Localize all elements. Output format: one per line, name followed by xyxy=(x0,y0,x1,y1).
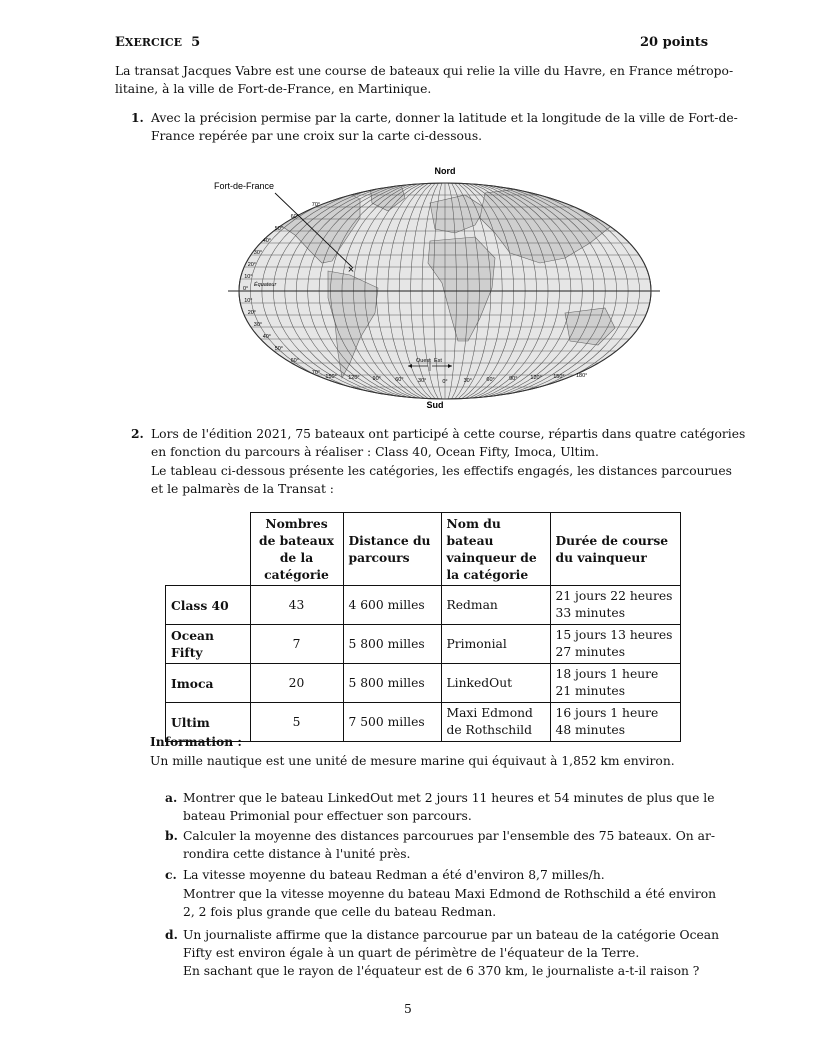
map-north-label: Nord xyxy=(434,166,456,176)
subq-b-line-2: rondira cette distance à l'unité près. xyxy=(183,847,411,861)
row-count: 5 xyxy=(250,703,343,742)
row-distance: 7 500 milles xyxy=(343,703,441,742)
subq-c-line-1: La vitesse moyenne du bateau Redman a été d'environ 8,7 milles/h. xyxy=(183,868,605,882)
row-duration: 21 jours 22 heures 33 minutes xyxy=(550,586,680,625)
exercise-number: 5 xyxy=(191,35,201,50)
latitude-label: 20° xyxy=(247,310,257,316)
col-header-distance: Distance du parcours xyxy=(343,513,441,586)
q1-number: 1. xyxy=(131,110,144,125)
map-west-label: Ouest xyxy=(416,358,431,364)
table-header-row xyxy=(166,513,681,586)
longitude-label: 120° xyxy=(530,375,542,382)
exercise-prefix: E xyxy=(115,35,125,50)
row-distance: 5 800 milles xyxy=(343,625,441,664)
q2-line-4: et le palmarès de la Transat : xyxy=(151,482,334,496)
info-text: Un mille nautique est une unité de mesure marine qui équivaut à 1,852 km environ. xyxy=(150,754,675,768)
subq-b-line-1: Calculer la moyenne des distances parcourues par l'ensemble des 75 bateaux. On ar- xyxy=(183,829,715,843)
longitude-label: 150° xyxy=(553,374,565,381)
row-count: 43 xyxy=(250,586,343,625)
latitude-label: 10° xyxy=(244,298,253,304)
map-equator-label: Équateur xyxy=(254,282,277,288)
q2-line-2: en fonction du parcours à réaliser : Class 40, Ocean Fifty, Imoca, Ultim. xyxy=(151,445,599,459)
exercise-points: 20 points xyxy=(640,35,709,50)
latitude-label: 20° xyxy=(247,262,257,268)
latitude-label: 70° xyxy=(311,202,321,208)
subq-a-line-1: Montrer que le bateau LinkedOut met 2 jours 11 heures et 54 minutes de plus que le xyxy=(183,791,715,805)
page-number: 5 xyxy=(404,1002,412,1016)
intro-line-2: litaine, à la ville de Fort-de-France, en Martinique. xyxy=(115,82,432,96)
row-category: Ocean Fifty xyxy=(166,625,251,664)
subq-d-line-2: Fifty est environ égale à un quart de périmètre de l'équateur de la Terre. xyxy=(183,946,640,960)
latitude-label: 50° xyxy=(274,226,284,232)
row-count: 20 xyxy=(250,664,343,703)
longitude-label: 30° xyxy=(463,378,472,385)
map-cross-mark: × xyxy=(347,264,355,276)
row-category: Ultim xyxy=(166,703,251,742)
longitude-label: 0° xyxy=(442,379,448,386)
subq-b-label: b. xyxy=(165,828,178,843)
q2-line-3: Le tableau ci-dessous présente les catégories, les effectifs engagés, les distances parcourues xyxy=(151,464,732,478)
subq-d-label: d. xyxy=(165,927,178,942)
col-header-winner: Nom du bateau vainqueur de la catégorie xyxy=(441,513,550,586)
results-table xyxy=(165,512,681,742)
subq-a-line-2: bateau Primonial pour effectuer son parcours. xyxy=(183,809,472,823)
longitude-label: 60° xyxy=(395,377,404,384)
q2-line-1: Lors de l'édition 2021, 75 bateaux ont participé à cette course, répartis dans quatre catégories xyxy=(151,427,746,441)
row-distance: 5 800 milles xyxy=(343,664,441,703)
table-row xyxy=(166,664,681,703)
row-winner: Redman xyxy=(441,586,550,625)
subq-c-line-2: Montrer que la vitesse moyenne du bateau Maxi Edmond de Rothschild a été environ xyxy=(183,887,717,901)
col-header-duration: Durée de course du vainqueur xyxy=(550,513,680,586)
intro-line-1: La transat Jacques Vabre est une course de bateaux qui relie la ville du Havre, en France métropo- xyxy=(115,64,734,78)
latitude-label: 40° xyxy=(262,238,272,244)
longitude-label: 120° xyxy=(348,375,360,382)
q2-number: 2. xyxy=(131,426,144,441)
row-duration: 16 jours 1 heure 48 minutes xyxy=(550,703,680,742)
row-winner: Maxi Edmond de Rothschild xyxy=(441,703,550,742)
latitude-label: 40° xyxy=(262,334,272,340)
row-distance: 4 600 milles xyxy=(343,586,441,625)
table-row xyxy=(166,703,681,742)
exercise-title xyxy=(115,35,200,50)
longitude-label: 60° xyxy=(486,377,495,384)
info-title: Information : xyxy=(150,734,242,749)
latitude-label: 50° xyxy=(274,346,284,352)
table-row xyxy=(166,586,681,625)
longitude-label: 150° xyxy=(325,374,337,381)
world-map xyxy=(210,163,660,411)
latitude-label: 0° xyxy=(243,286,249,292)
latitude-label: 70° xyxy=(311,370,321,376)
map-city-label: Fort-de-France xyxy=(214,181,275,191)
longitude-label: 90° xyxy=(372,376,381,383)
map-south-label: Sud xyxy=(426,400,444,410)
subq-d-line-3: En sachant que le rayon de l'équateur est de 6 370 km, le journaliste a-t-il raison ? xyxy=(183,964,700,978)
row-category: Class 40 xyxy=(166,586,251,625)
table-row xyxy=(166,625,681,664)
subq-c-label: c. xyxy=(165,867,177,882)
q1-line-1: Avec la précision permise par la carte, donner la latitude et la longitude de la ville de Fort-de- xyxy=(151,111,738,125)
row-winner: Primonial xyxy=(441,625,550,664)
row-duration: 15 jours 13 heures 27 minutes xyxy=(550,625,680,664)
latitude-label: 30° xyxy=(253,322,263,328)
map-east-label: Est xyxy=(434,358,442,364)
col-header-count: Nombres de bateaux de la catégorie xyxy=(250,513,343,586)
q1-line-2: France repérée par une croix sur la carte ci-dessous. xyxy=(151,129,483,143)
row-winner: LinkedOut xyxy=(441,664,550,703)
row-duration: 18 jours 1 heure 21 minutes xyxy=(550,664,680,703)
row-category: Imoca xyxy=(166,664,251,703)
latitude-label: 30° xyxy=(253,250,263,256)
latitude-label: 60° xyxy=(290,214,299,220)
latitude-label: 10° xyxy=(244,274,253,280)
latitude-label: 60° xyxy=(290,358,299,364)
subq-d-line-1: Un journaliste affirme que la distance parcourue par un bateau de la catégorie Ocean xyxy=(183,928,720,942)
longitude-label: 30° xyxy=(418,378,427,385)
subq-c-line-3: 2, 2 fois plus grande que celle du bateau Redman. xyxy=(183,905,497,919)
longitude-label: 180° xyxy=(576,373,588,380)
longitude-label: 90° xyxy=(509,376,518,383)
exercise-word: XERCICE xyxy=(124,36,183,49)
row-count: 7 xyxy=(250,625,343,664)
subq-a-label: a. xyxy=(165,790,178,805)
